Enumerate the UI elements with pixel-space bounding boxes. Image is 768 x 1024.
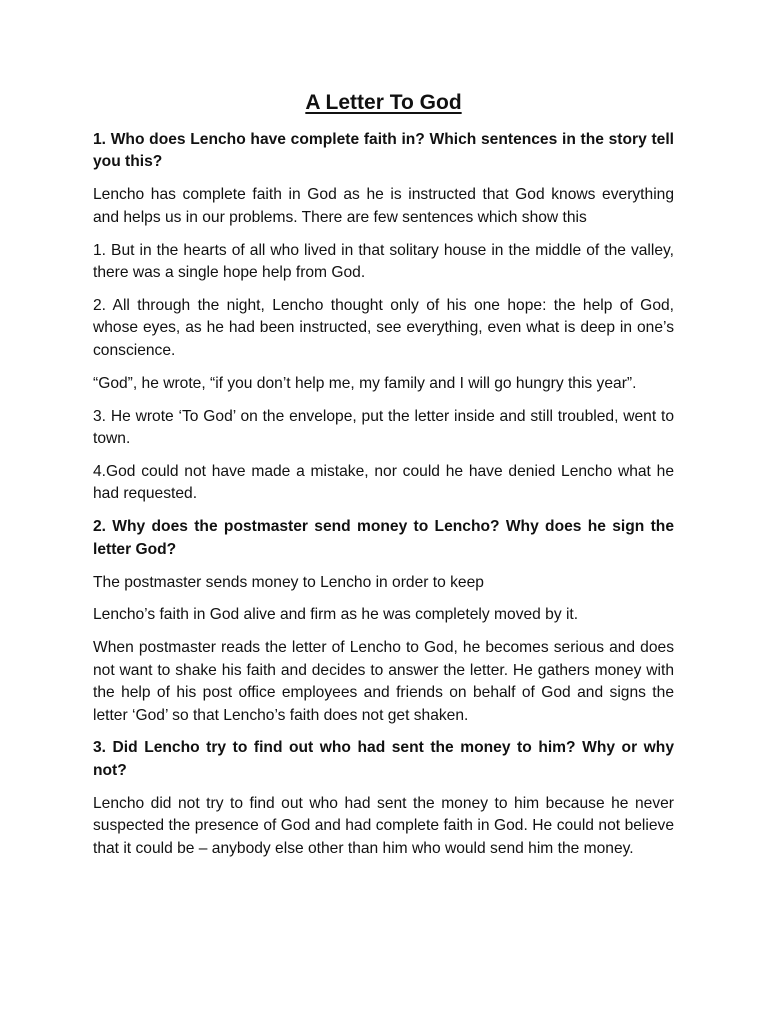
question-paragraph: 2. Why does the postmaster send money to Lencho? Why does he sign the letter God?	[93, 518, 674, 558]
answer-paragraph: Lencho’s faith in God alive and firm as he was completely moved by it.	[93, 606, 579, 624]
document-title: A Letter To God	[305, 91, 462, 114]
answer-paragraph: 1. But in the hearts of all who lived in that solitary house in the middle of the valley, there was a single hope help from God.	[93, 241, 674, 282]
answer-paragraph: The postmaster sends money to Lencho in order to keep	[93, 573, 484, 591]
answer-paragraph: “God”, he wrote, “if you don’t help me, my family and I will go hungry this year”.	[93, 374, 637, 392]
answer-paragraph: Lencho has complete faith in God as he is instructed that God knows everything and helps us in our problems. There are few sentences which show this	[93, 186, 674, 226]
answer-paragraph: When postmaster reads the letter of Lencho to God, he becomes serious and does not want to shake his faith and decides to answer the letter. He gathers money with the help of his post office employees and friends on behalf of God and signs the letter ‘God’ so that Lencho’s faith does not get shaken.	[93, 639, 674, 724]
document-page	[93, 88, 674, 870]
answer-paragraph: 4.God could not have made a mistake, nor could he have denied Lencho what he had requested.	[93, 462, 674, 503]
question-paragraph: 1. Who does Lencho have complete faith in? Which sentences in the story tell you this?	[93, 131, 674, 171]
answer-paragraph: 2. All through the night, Lencho thought only of his one hope: the help of God, whose eyes, as he had been instructed, see everything, even what is deep in one’s conscience.	[93, 296, 674, 359]
answer-paragraph: 3. He wrote ‘To God’ on the envelope, put the letter inside and still troubled, went to town.	[93, 407, 674, 447]
question-paragraph: 3. Did Lencho try to find out who had sent the money to him? Why or why not?	[93, 739, 674, 779]
answer-paragraph: Lencho did not try to find out who had sent the money to him because he never suspected the presence of God and had complete faith in God. He could not believe that it could be – anybody else other than him who would send him the money.	[93, 794, 674, 857]
